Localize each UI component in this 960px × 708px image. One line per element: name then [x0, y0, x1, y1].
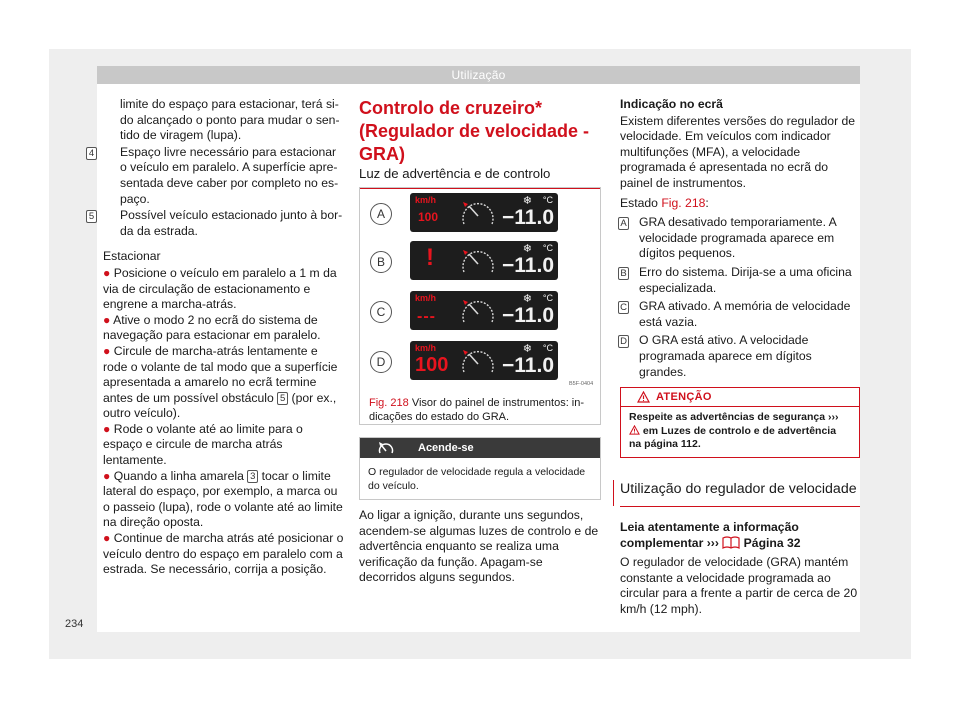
- page-number: 234: [65, 618, 84, 630]
- section2-rule: [620, 506, 860, 507]
- bullet-dot: ●: [103, 265, 111, 280]
- temperature-readout: −11.0: [502, 304, 554, 327]
- warning-box: [620, 387, 860, 458]
- column-1: [88, 97, 345, 578]
- intro-text: limite do espaço para estacionar, terá sido alcançado o ponto para mudar o sentido de viragem (lupa).: [120, 97, 340, 143]
- set-speed-large: 100: [415, 354, 449, 376]
- temperature-readout: −11.0: [502, 254, 554, 277]
- bullet-dot: ●: [103, 343, 111, 358]
- bullet-1-text: Posicione o veículo em paralelo a 1 m da via de circulação de estacionamento e engrene a marcha-atrás.: [103, 265, 337, 312]
- warning-triangle-icon: [637, 391, 650, 403]
- bullet-4-text: Rode o volante até ao limite para o espaço e circule de marcha atrás lentamente.: [103, 421, 303, 468]
- degree-label: °C: [542, 195, 553, 205]
- bullet-3-tail: (por ex., outro veículo).: [103, 390, 337, 421]
- snowflake-icon: ❄: [522, 293, 532, 305]
- section2-bar: [613, 480, 614, 506]
- book-icon: [722, 536, 740, 549]
- state-item-b: [620, 265, 860, 296]
- display-row-b: [410, 241, 558, 280]
- bullet-2-text: Ative o modo 2 no ecrã do sistema de navegação para estacionar em paralelo.: [103, 312, 321, 343]
- state-item-d: [620, 333, 860, 380]
- warning-body: [621, 407, 859, 452]
- temperature-readout: −11.0: [502, 354, 554, 377]
- estado-colon: :: [705, 195, 709, 210]
- indicator-table: [359, 437, 601, 500]
- display-intro: Existem diferentes versões do regulador de velocidade. Em veículos com indicador multifunções (MFA), a velocidade programada é apresentada no ecrã do painel de instrumentos.: [620, 113, 856, 190]
- number-badge-5-inline: 5: [277, 392, 288, 405]
- bullet-dot: ●: [103, 531, 111, 546]
- column-3: [620, 97, 860, 380]
- bullet-dot: ●: [103, 312, 111, 327]
- ignition-text: Ao ligar a ignição, durante uns segundos, acendem-se algumas luzes de controlo e de advertência enquanto se realiza uma verificação da função. Apagam-se decorridos alguns segundos.: [359, 508, 599, 585]
- state-letter-a: A: [618, 217, 629, 230]
- indicator-table-head-label: Acende-se: [418, 442, 474, 454]
- warning-header: [621, 388, 859, 407]
- legend-item-4: [88, 144, 345, 207]
- estado-figure-ref[interactable]: Fig. 218: [661, 195, 706, 210]
- legend-item-4-text: Espaço livre necessário para estacionar o veículo em paralelo. A superfície apresentada deve caber por completo no espaço.: [120, 144, 339, 206]
- figure-label-c: C: [370, 301, 392, 323]
- warning-label: ATENÇÃO: [656, 391, 712, 403]
- legend-item-5-text: Possível veículo estacionado junto à borda da estrada.: [120, 208, 343, 238]
- bullet-5: [103, 469, 345, 531]
- figure-caption-text: Visor do painel de instrumentos: indicações do estado do GRA.: [369, 397, 585, 423]
- degree-label: °C: [542, 343, 553, 353]
- set-speed-small: 100: [418, 210, 439, 224]
- section-subtitle: Luz de advertência e de controlo: [359, 166, 551, 181]
- display-row-d: [410, 341, 558, 380]
- snowflake-icon: ❄: [522, 195, 532, 207]
- bullet-3-text: Circule de marcha-atrás lentamente e rode o volante de tal modo que a superfície apresentada a amarelo no ecrã termine antes de um possível obstáculo: [103, 343, 338, 405]
- error-indicator: !: [426, 244, 434, 271]
- figure-label-b: B: [370, 251, 392, 273]
- display-row-a: [410, 193, 558, 232]
- state-item-d-text: O GRA está ativo. A velocidade programada aparece em dígitos grandes.: [639, 333, 812, 379]
- figure-label-a: A: [370, 203, 392, 225]
- read-note: [620, 520, 860, 551]
- final-paragraph: O regulador de velocidade (GRA) mantém constante a velocidade programada ao circular para a frente a partir de cerca de 20 km/h (12 mph).: [620, 555, 858, 616]
- read-note-arrows[interactable]: ›››: [706, 535, 719, 550]
- snowflake-icon: ❄: [522, 243, 532, 255]
- state-item-a: [620, 215, 860, 262]
- page-header: [97, 66, 860, 84]
- section2-title: Utilização do regulador de velocidade: [620, 481, 857, 497]
- state-item-a-text: GRA desativado temporariamente. A velocidade programada aparece em dígitos pequenos.: [639, 215, 837, 261]
- state-item-c-text: GRA ativado. A memória de velocidade está vazia.: [639, 299, 851, 329]
- speedometer-icon: [458, 245, 498, 277]
- figure-label-d: D: [370, 351, 392, 373]
- state-letter-d: D: [618, 335, 629, 348]
- empty-speed-dashes: ---: [417, 308, 436, 325]
- speedometer-icon: [458, 197, 498, 229]
- cruise-control-icon: [360, 438, 412, 458]
- number-badge-3-inline: 3: [247, 470, 258, 483]
- indicator-table-body: O regulador de velocidade regula a velocidade do veículo.: [368, 466, 586, 492]
- read-note-page[interactable]: Página 32: [743, 535, 801, 550]
- bullet-5-head: Quando a linha amarela: [113, 468, 244, 483]
- state-letter-c: C: [618, 301, 629, 314]
- warning-arrows[interactable]: ›››: [828, 411, 839, 423]
- display-row-c: [410, 291, 558, 330]
- degree-label: °C: [542, 293, 553, 303]
- unit-label: km/h: [415, 293, 437, 303]
- estacionar-heading: Estacionar: [103, 249, 161, 264]
- temperature-readout: −11.0: [502, 206, 554, 229]
- figure-ref[interactable]: Fig. 218: [369, 397, 409, 409]
- bullet-5-tail: tocar o limite lateral do espaço, por exemplo, a marca ou o passeio (lupa), rode o volante até ao limite na direção oposta.: [103, 468, 343, 530]
- bullet-2: [103, 313, 345, 344]
- state-letter-b: B: [618, 267, 629, 280]
- speedometer-icon: [458, 295, 498, 327]
- section-title: Controlo de cruzeiro* (Regulador de velocidade - GRA): [359, 98, 590, 164]
- legend-item-5: [88, 208, 345, 239]
- bullet-dot: ●: [103, 421, 111, 436]
- number-badge-4: 4: [86, 147, 97, 160]
- display-heading: Indicação no ecrã: [620, 97, 723, 111]
- column-2: [359, 97, 601, 189]
- unit-label: km/h: [415, 195, 437, 205]
- bullet-dot: ●: [103, 468, 111, 483]
- bullet-4: [103, 422, 345, 469]
- section2-body: [620, 520, 860, 618]
- warning-triangle-icon: [629, 425, 640, 435]
- bullet-6: [103, 531, 345, 578]
- state-item-c: [620, 299, 860, 330]
- page-header-title: Utilização: [451, 68, 506, 82]
- indicator-table-header: [360, 438, 600, 458]
- degree-label: °C: [542, 243, 553, 253]
- speedometer-icon: [458, 345, 498, 377]
- warning-line1: Respeite as advertências de segurança: [629, 411, 826, 423]
- bullet-3: [103, 344, 345, 422]
- snowflake-icon: ❄: [522, 343, 532, 355]
- unit-label: km/h: [415, 343, 437, 353]
- bullet-1: [103, 266, 345, 313]
- warning-line2: em Luzes de controlo e de advertência na página 112.: [629, 424, 837, 450]
- figure-caption: [369, 396, 597, 424]
- number-badge-5: 5: [86, 210, 97, 223]
- estado-label: Estado: [620, 195, 658, 210]
- bullet-6-text: Continue de marcha atrás até posicionar o veículo dentro do espaço em paralelo com a estrada. Se necessário, corrija a posição.: [103, 531, 344, 577]
- figure-code: B5F-0404: [569, 381, 594, 387]
- estado-line: [620, 196, 860, 212]
- state-item-b-text: Erro do sistema. Dirija-se a uma oficina especializada.: [639, 264, 852, 295]
- read-note-text: Leia atentamente a informação complementar: [620, 520, 799, 550]
